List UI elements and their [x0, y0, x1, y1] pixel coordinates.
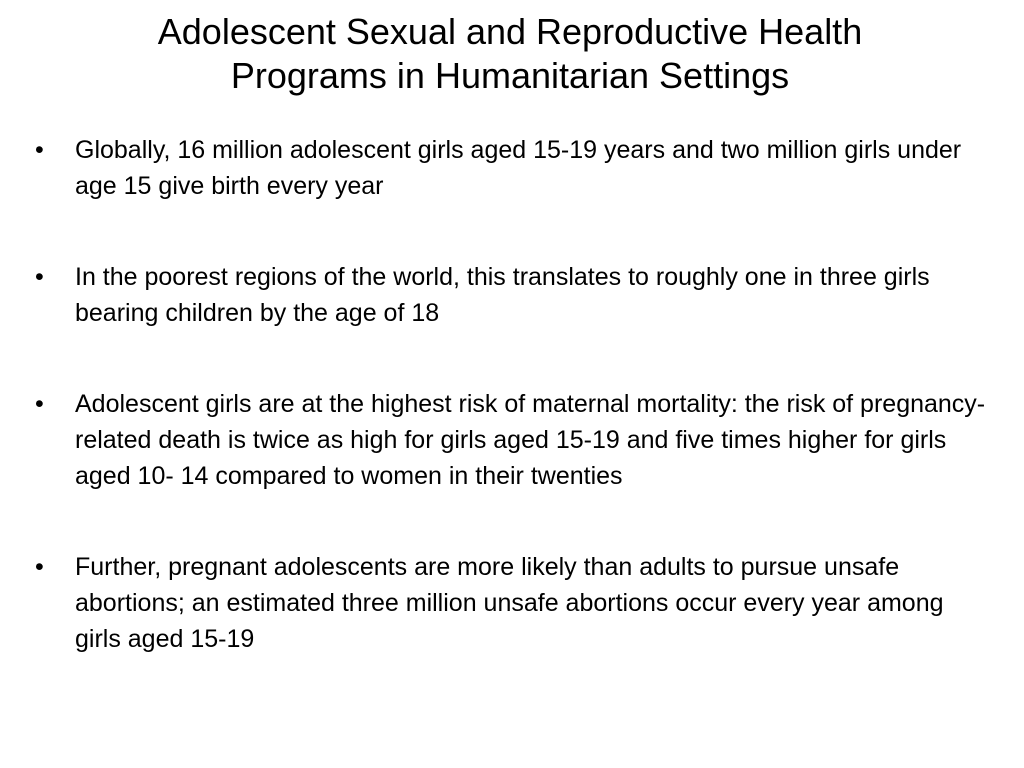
bullet-marker-icon: •	[35, 553, 44, 581]
bullet-marker-icon: •	[35, 263, 44, 291]
bullet-list	[32, 132, 992, 657]
bullet-item	[32, 386, 992, 494]
slide-title-line-2: Programs in Humanitarian Settings	[230, 55, 790, 96]
bullet-item	[32, 549, 992, 657]
bullet-text: Adolescent girls are at the highest risk of maternal mortality: the risk of pregnancy-related death is twice as high for girls aged 15-19 and five times higher for girls aged 10- 14 compared to women in their twenties	[75, 390, 986, 490]
slide-title-line-1: Adolescent Sexual and Reproductive Health	[157, 11, 863, 52]
slide-title	[60, 10, 960, 98]
bullet-marker-icon: •	[35, 390, 44, 418]
bullet-marker-icon: •	[35, 136, 44, 164]
bullet-item	[32, 132, 992, 204]
bullet-text: In the poorest regions of the world, this translates to roughly one in three girls bearing children by the age of 18	[75, 263, 930, 327]
bullet-item	[32, 259, 992, 331]
bullet-text: Globally, 16 million adolescent girls aged 15-19 years and two million girls under age 15 give birth every year	[75, 136, 962, 200]
bullet-text: Further, pregnant adolescents are more likely than adults to pursue unsafe abortions; an estimated three million unsafe abortions occur every year among girls aged 15-19	[75, 553, 944, 653]
